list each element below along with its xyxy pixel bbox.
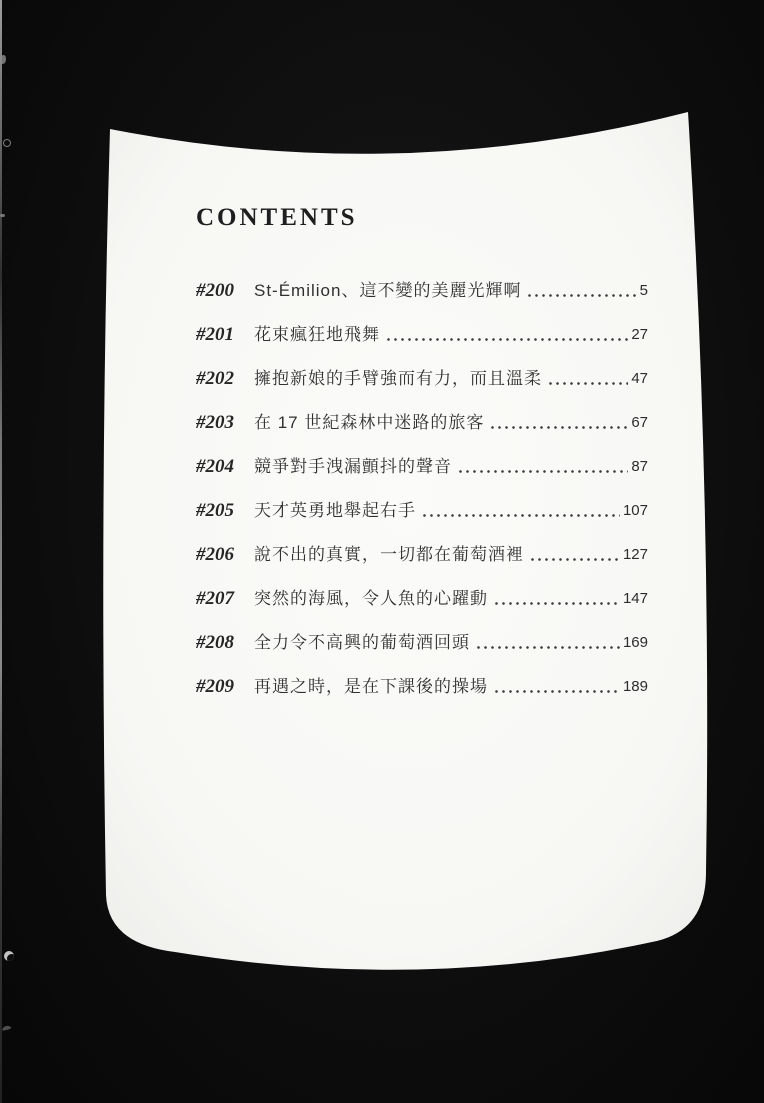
toc-entry <box>196 409 648 437</box>
chapter-page-number: 67 <box>631 414 648 431</box>
chapter-page-number: 147 <box>622 590 648 607</box>
scan-speck <box>4 951 14 961</box>
dot-leader <box>475 646 620 649</box>
chapter-page-number: 87 <box>631 458 648 475</box>
page-title: CONTENTS <box>196 204 358 231</box>
dot-leader <box>457 470 628 473</box>
chapter-number: #204 <box>196 456 234 477</box>
chapter-title: 競爭對手洩漏顫抖的聲音 <box>254 457 452 476</box>
dot-leader <box>385 338 628 341</box>
chapter-page-number: 169 <box>622 634 648 651</box>
dot-leader <box>493 690 620 693</box>
table-of-contents <box>196 203 648 701</box>
dot-leader <box>493 602 620 605</box>
chapter-title: St-Émilion、這不變的美麗光輝啊 <box>254 281 522 300</box>
chapter-number: #202 <box>196 368 234 389</box>
toc-entry <box>196 321 648 349</box>
dot-leader <box>547 382 628 385</box>
scan-edge-artifact <box>0 0 2 1103</box>
toc-list <box>196 277 648 701</box>
chapter-title: 花束瘋狂地飛舞 <box>254 325 380 344</box>
chapter-title: 全力令不高興的葡萄酒回頭 <box>254 633 470 652</box>
dot-leader <box>526 294 636 297</box>
toc-entry <box>196 673 648 701</box>
toc-entry <box>196 629 648 657</box>
chapter-number: #200 <box>196 280 234 301</box>
chapter-title: 擁抱新娘的手臂強而有力，而且溫柔 <box>254 369 542 388</box>
toc-entry <box>196 497 648 525</box>
chapter-title: 天才英勇地舉起右手 <box>254 501 416 520</box>
chapter-page-number: 47 <box>631 370 648 387</box>
dot-leader <box>421 514 620 517</box>
chapter-page-number: 107 <box>622 502 648 519</box>
toc-entry <box>196 585 648 613</box>
chapter-number: #205 <box>196 500 234 521</box>
scan-speck <box>0 214 5 217</box>
toc-entry <box>196 453 648 481</box>
dot-leader <box>529 558 620 561</box>
toc-entry <box>196 541 648 569</box>
chapter-number: #203 <box>196 412 234 433</box>
chapter-page-number: 127 <box>622 546 648 563</box>
chapter-page-number: 5 <box>639 282 648 299</box>
chapter-number: #206 <box>196 544 234 565</box>
chapter-number: #208 <box>196 632 234 653</box>
chapter-title: 再遇之時，是在下課後的操場 <box>254 677 488 696</box>
dot-leader <box>489 426 628 429</box>
toc-entry <box>196 277 648 305</box>
chapter-page-number: 27 <box>631 326 648 343</box>
chapter-title: 說不出的真實，一切都在葡萄酒裡 <box>254 545 524 564</box>
chapter-number: #207 <box>196 588 234 609</box>
chapter-number: #209 <box>196 676 234 697</box>
chapter-number: #201 <box>196 324 234 345</box>
scan-speck <box>3 139 11 147</box>
toc-entry <box>196 365 648 393</box>
chapter-title: 在 17 世紀森林中迷路的旅客 <box>254 413 485 432</box>
chapter-title: 突然的海風，令人魚的心躍動 <box>254 589 488 608</box>
chapter-page-number: 189 <box>622 678 648 695</box>
